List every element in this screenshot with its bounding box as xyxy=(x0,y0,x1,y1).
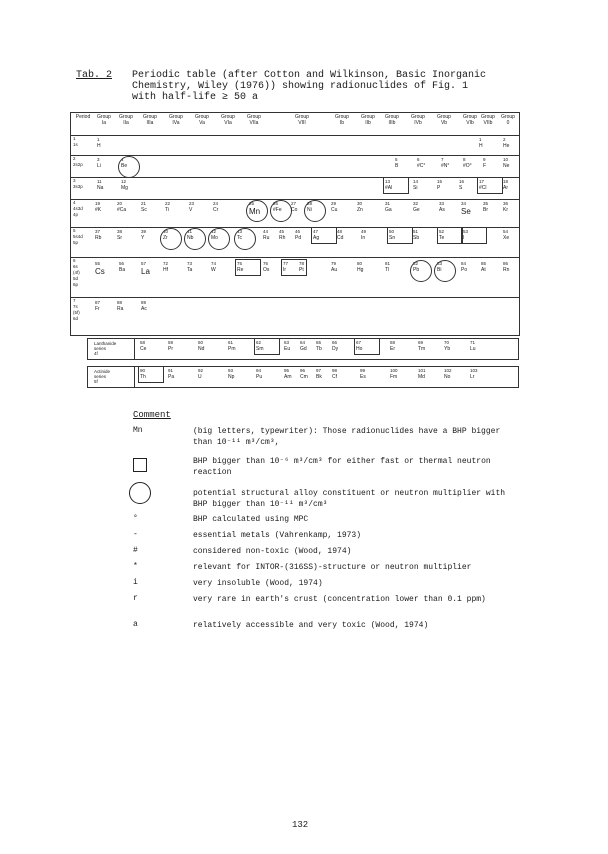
element-cell: 70 Yb xyxy=(444,340,451,352)
legend-text: (big letters, typewriter): Those radionuclides have a BHP bigger than 10⁻¹¹ m³/cm³, xyxy=(193,427,501,447)
element-cell: 67 Ho xyxy=(356,340,378,353)
periodic-table xyxy=(70,112,520,336)
element-cell: 16 S xyxy=(459,179,465,191)
element-cell: 35 Br xyxy=(483,201,489,213)
element-cell: 94 Pu xyxy=(256,368,263,380)
period-label: 7 7s (5f) 6d xyxy=(73,298,80,321)
element-cell: 55 Cs xyxy=(95,261,105,276)
element-cell: 12 Mg xyxy=(121,179,128,191)
circle-symbol-icon xyxy=(129,482,151,504)
element-cell: 64 Gd xyxy=(300,340,307,352)
element-cell: 18 Ar xyxy=(503,179,509,191)
element-cell: 1 H xyxy=(479,137,483,149)
element-cell: 39 Y xyxy=(141,229,147,241)
element-cell: 14 Si xyxy=(413,179,419,191)
element-cell: 99 Es xyxy=(360,368,366,380)
legend-text: essential metals (Vahrenkamp, 1973) xyxy=(193,531,362,540)
header-cell: Group IIIa xyxy=(143,114,157,126)
table-caption-line: with half-life ≥ 50 a xyxy=(132,92,259,103)
element-cell: 8 #O° xyxy=(463,157,472,169)
element-cell: 53 I xyxy=(463,229,485,242)
element-cell: 72 Hf xyxy=(163,261,169,273)
element-cell: 61 Pm xyxy=(228,340,236,352)
element-cell: 89 Ac xyxy=(141,300,147,312)
element-cell: 29 Cu xyxy=(331,201,338,213)
legend-symbol: r xyxy=(133,594,138,603)
element-cell: 6 #C° xyxy=(417,157,426,169)
element-cell: 76 Os xyxy=(263,261,270,273)
header-cell: Group VIIa xyxy=(247,114,261,126)
element-cell: 45 Rh xyxy=(279,229,286,241)
element-cell: 50 Sn xyxy=(389,229,411,242)
element-cell: 5 B xyxy=(395,157,399,169)
element-cell: 52 Te xyxy=(439,229,461,242)
header-cell: Group Ib xyxy=(335,114,349,126)
actinide-series xyxy=(87,366,519,388)
element-cell: 25 Mn xyxy=(249,201,271,217)
element-cell: 97 Bk xyxy=(316,368,322,380)
legend-symbol: a xyxy=(133,620,138,629)
element-cell: 17 #Cl xyxy=(479,179,501,192)
element-cell: 42 Mo xyxy=(211,229,233,242)
element-cell: 66 Dy xyxy=(332,340,339,352)
legend-text: considered non-toxic (Wood, 1974) xyxy=(193,547,352,556)
page-number: 132 xyxy=(292,820,309,830)
element-cell: 32 Ge xyxy=(413,201,420,213)
element-cell: 28 Ni xyxy=(307,201,329,214)
element-cell: 90 Th xyxy=(140,368,162,381)
legend-symbol: - xyxy=(133,530,138,539)
element-cell: 21 Sc xyxy=(141,201,147,213)
element-cell: 77 Ir xyxy=(283,261,305,274)
element-cell: 43 Tc xyxy=(237,229,259,242)
element-cell: 96 Cm xyxy=(300,368,308,380)
period-row xyxy=(71,135,519,156)
element-cell: 3 Li xyxy=(97,157,101,169)
element-cell: 87 Fr xyxy=(95,300,101,312)
legend-symbol: ° xyxy=(133,514,138,523)
header-cell: Group Vb xyxy=(437,114,451,126)
element-cell: 57 La xyxy=(141,261,150,276)
element-cell: 102 No xyxy=(444,368,452,380)
element-cell: 2 He xyxy=(503,137,510,149)
element-cell: 9 F xyxy=(483,157,487,169)
element-cell: 74 W xyxy=(211,261,217,273)
element-cell: 36 Kr xyxy=(503,201,509,213)
period-label: 5 5s4d 5p xyxy=(73,228,83,245)
box-symbol-icon xyxy=(133,458,147,472)
legend-text: BHP bigger than 10⁻⁶ m³/cm³ for either fast or thermal neutron reaction xyxy=(193,457,491,477)
element-cell: 103 Lr xyxy=(470,368,478,380)
legend-text: very insoluble (Wood, 1974) xyxy=(193,579,323,588)
element-cell: 65 Tb xyxy=(316,340,322,352)
legend-text: relatively accessible and very toxic (Wood, 1974) xyxy=(193,621,429,630)
element-cell: 58 Ce xyxy=(140,340,147,352)
element-cell: 22 Ti xyxy=(165,201,171,213)
period-label: 2 2s2p xyxy=(73,156,83,167)
legend-symbol: i xyxy=(133,578,138,587)
element-cell: 48 Cd xyxy=(337,229,344,241)
element-cell: 24 Cr xyxy=(213,201,219,213)
element-cell: 88 Ra xyxy=(117,300,124,312)
header-cell: Group VIIb xyxy=(481,114,495,126)
element-cell: 44 Ru xyxy=(263,229,270,241)
element-cell: 41 Nb xyxy=(187,229,209,242)
header-cell: Group IVb xyxy=(411,114,425,126)
comment-heading: Comment xyxy=(133,410,171,420)
period-label: 6 6s (4f) 5d 6p xyxy=(73,258,80,287)
element-cell: 10 Ne xyxy=(503,157,510,169)
header-cell: Period xyxy=(75,114,91,120)
header-cell: Group IVa xyxy=(169,114,183,126)
series-label: Actinide series 5f xyxy=(94,369,111,384)
element-cell: 62 Sm xyxy=(256,340,278,353)
element-cell: 1 H xyxy=(97,137,101,149)
element-cell: 63 Eu xyxy=(284,340,291,352)
element-cell: 93 Np xyxy=(228,368,235,380)
element-cell: 82 Pb xyxy=(413,261,435,274)
table-caption-label: Tab. 2 xyxy=(76,70,113,81)
element-cell: 100 Fm xyxy=(390,368,398,380)
element-cell: 101 Md xyxy=(418,368,426,380)
element-cell: 78 Pt xyxy=(299,261,305,273)
legend-text: relevant for INTOR-(316SS)-structure or neutron multiplier xyxy=(193,563,472,572)
header-cell: Group IIa xyxy=(119,114,133,126)
element-cell: 81 Tl xyxy=(385,261,391,273)
element-cell: 85 At xyxy=(481,261,487,273)
element-cell: 15 P xyxy=(437,179,443,191)
element-cell: 13 #Al xyxy=(385,179,407,192)
header-cell: Group IIIb xyxy=(385,114,399,126)
element-cell: 31 Ga xyxy=(385,201,392,213)
element-cell: 34 Se xyxy=(461,201,471,216)
table-caption-line: Periodic table (after Cotton and Wilkinson, Basic Inorganic xyxy=(132,70,487,81)
element-cell: 59 Pr xyxy=(168,340,174,352)
element-cell: 11 Na xyxy=(97,179,104,191)
element-cell: 92 U xyxy=(198,368,204,380)
element-cell: 56 Ba xyxy=(119,261,126,273)
element-cell: 40 Zr xyxy=(163,229,185,242)
element-cell: 95 Am xyxy=(284,368,292,380)
element-cell: 37 Rb xyxy=(95,229,102,241)
element-cell: 49 In xyxy=(361,229,367,241)
table-header-row xyxy=(71,113,519,136)
element-cell: 84 Po xyxy=(461,261,468,273)
element-cell: 75 Re xyxy=(237,261,259,274)
series-label: Lanthanide series 4f xyxy=(94,341,117,356)
header-cell: Group VIb xyxy=(463,114,477,126)
element-cell: 30 Zn xyxy=(357,201,363,213)
element-cell: 4 Be xyxy=(121,157,143,170)
element-cell: 7 #N° xyxy=(441,157,450,169)
element-cell: 23 V xyxy=(189,201,195,213)
legend-text: very rare in earth's crust (concentration lower than 0.1 ppm) xyxy=(193,595,486,604)
element-cell: 79 Au xyxy=(331,261,338,273)
element-cell: 91 Pa xyxy=(168,368,175,380)
lanthanide-series xyxy=(87,338,519,360)
legend-text: BHP calculated using MPC xyxy=(193,515,309,524)
header-cell: Group VIa xyxy=(221,114,235,126)
element-cell: 19 #K xyxy=(95,201,102,213)
element-cell: 20 #Ca xyxy=(117,201,127,213)
element-cell: 46 Pd xyxy=(295,229,302,241)
element-cell: 54 Xe xyxy=(503,229,510,241)
element-cell: 51 Sb xyxy=(413,229,420,241)
element-cell: 38 Sr xyxy=(117,229,123,241)
period-label: 1 1s xyxy=(73,136,78,147)
legend-symbol: Mn xyxy=(133,426,143,435)
element-cell: 71 Lu xyxy=(470,340,476,352)
legend-text: potential structural alloy constituent or neutron multiplier with BHP bigger than 10⁻¹¹ m³/cm³ xyxy=(193,489,506,509)
header-cell: Group IIb xyxy=(361,114,375,126)
legend-symbol: # xyxy=(133,546,138,555)
element-cell: 86 Rn xyxy=(503,261,510,273)
element-cell: 33 As xyxy=(439,201,445,213)
header-cell: Group VIII xyxy=(295,114,309,126)
element-cell: 47 Ag xyxy=(313,229,335,242)
element-cell: 83 Bi xyxy=(437,261,459,274)
header-cell: Group Ia xyxy=(97,114,111,126)
period-label: 4 4s3d 4p xyxy=(73,200,83,217)
legend-symbol: * xyxy=(133,562,138,571)
header-cell: Group 0 xyxy=(501,114,515,126)
element-cell: 73 Ta xyxy=(187,261,193,273)
table-caption-line: Chemistry, Wiley (1976)) showing radionuclides of Fig. 1 xyxy=(132,81,469,92)
element-cell: 98 Cf xyxy=(332,368,338,380)
element-cell: 27 Co xyxy=(291,201,298,213)
element-cell: 69 Tm xyxy=(418,340,426,352)
element-cell: 80 Hg xyxy=(357,261,364,273)
element-cell: 68 Er xyxy=(390,340,396,352)
element-cell: 60 Nd xyxy=(198,340,205,352)
period-label: 3 3s3p xyxy=(73,178,83,189)
header-cell: Group Va xyxy=(195,114,209,126)
element-cell: 26 #Fe xyxy=(273,201,295,214)
